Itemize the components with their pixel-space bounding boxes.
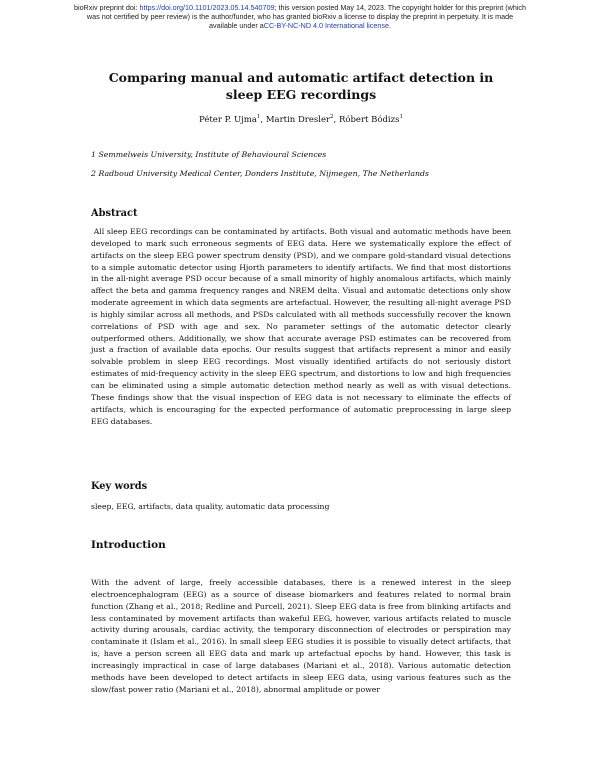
doi-link[interactable]: https://doi.org/10.1101/2023.05.14.540709 (139, 3, 275, 12)
abstract-heading: Abstract (91, 208, 138, 219)
author-affiliation-mark: 1 (256, 114, 261, 120)
introduction-heading: Introduction (91, 539, 166, 551)
license-link[interactable]: CC-BY-NC-ND 4.0 International license (263, 21, 389, 30)
header-line-2: was not certified by peer review) is the author/funder, who has granted bioRxiv a license to display the preprint in perpetuity. It is made (86, 12, 514, 21)
author-name: Péter P. Ujma (199, 114, 257, 125)
author-name: Martin Dresler (265, 114, 331, 125)
introduction-text: With the advent of large, freely accessible databases, there is a renewed interest in the sleep electroencephalogram (EEG) as a source of disease biomarkers and features related to normal brain function (Zhang et al., 2018; Redline and Purcell, 2021). Sleep EEG data is free from blinking artifacts and less contaminated by movement artifacts than wakeful EEG, however, various artifacts related to muscle activity during arousals, cardiac activity, the temporary disconnection of electrodes or perspiration may contaminate it (Islam et al., 2016). In small sleep EEG studies it is possible to visually detect artifacts, that is, have a person screen all EEG data and mark up artefactual epochs by hand. However, this task is increasingly impractical in case of large databases (Mariani et al., 2018). Various automatic detection methods have been developed to detect artifacts in sleep EEG data, using various features such as the slow/fast power ratio (Mariani et al., 2018), abnormal amplitude or power (91, 578, 511, 694)
affiliation-1: 1 Semmelweis University, Institute of Behavioural Sciences (91, 150, 327, 159)
author-name: Róbert Bódizs (338, 114, 400, 125)
affiliation-2: 2 Radboud University Medical Center, Donders Institute, Nijmegen, The Netherlands (91, 169, 429, 178)
header-line-3: available under aCC-BY-NC-ND 4.0 International license. (209, 21, 391, 30)
abstract-text: All sleep EEG recordings can be contaminated by artifacts. Both visual and automatic methods have been developed to mark such erroneous segments of EEG data. Here we systematically explore the effect of artifacts on the sleep EEG power spectrum density (PSD), and we compare gold-standard visual detections to a simple automatic detector using Hjorth parameters to identify artifacts. We find that most distortions in the all-night average PSD occur because of a small minority of highly anomalous artifacts, which mainly affect the beta and gamma frequency ranges and NREM delta. Visual and automatic detections only show moderate agreement in which data segments are artefactual. However, the resulting all-night average PSD is highly similar across all methods, and PSDs calculated with all methods successfully recover the known correlations of PSD with age and sex. No parameter settings of the automatic detector clearly outperformed others. Additionally, we show that accurate average PSD estimates can be recovered from just a fraction of available data epochs. Our results suggest that artifacts represent a minor and easily solvable problem in sleep EEG recordings. Most visually identified artifacts do not seriously distort estimates of mid-frequency activity in the sleep EEG spectrum, and distortions to low and high frequencies can be eliminated using a simple automatic detection method nearly as well as with visual detections. These findings show that the visual inspection of EEG data is not necessary to eliminate the effects of artifacts, which is encouraging for the expected performance of automatic preprocessing in large sleep EEG databases. (91, 227, 511, 426)
paper-title: Comparing manual and automatic artifact detection in sleep EEG recordings (108, 70, 494, 102)
keywords-text: sleep, EEG, artifacts, data quality, automatic data processing (91, 502, 330, 511)
keywords-heading: Key words (91, 481, 148, 492)
author-affiliation-mark: 1 (399, 114, 403, 120)
author-list: Péter P. Ujma$^1$, Martin Dresler$^2$, Róbert Bódizs$^1$ (199, 114, 403, 125)
header-line-1: bioRxiv preprint doi: https://doi.org/10.1101/2023.05.14.540709; this version posted May 14, 2023. The copyright holder for this preprint (which (73, 3, 527, 12)
preprint-header (20, 3, 580, 30)
author-affiliation-mark: 2 (330, 114, 334, 120)
